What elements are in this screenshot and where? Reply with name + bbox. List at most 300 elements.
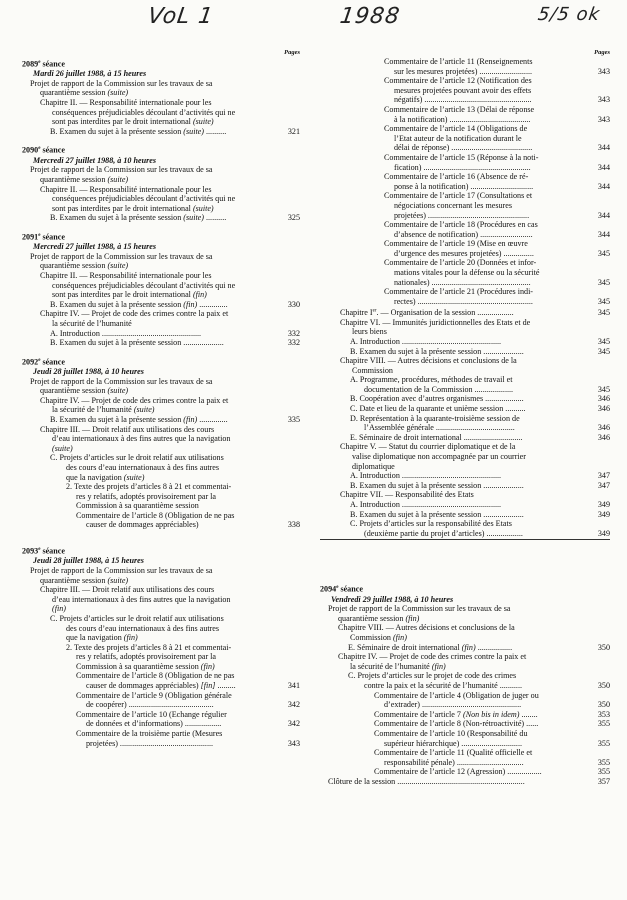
toc-entry-text: 2. Texte des projets d’articles 8 à 21 et commentai- <box>66 642 232 652</box>
toc-entry-text: Commentaire de l’article 16 (Absence de ré- <box>384 172 529 182</box>
toc-line <box>320 633 610 643</box>
toc-entry-text: Commentaire de l’article 21 (Procédures indi- <box>384 287 534 297</box>
toc-line <box>320 404 610 414</box>
toc-page-number: 345 <box>597 296 610 306</box>
toc-entry-text: B. Examen du sujet à la présente session .................... <box>50 338 224 348</box>
toc-entry-text: de données et d’informations) .................. <box>86 719 222 729</box>
toc-entry-text: C. Projets d’articles sur le projet de code des crimes <box>348 671 517 681</box>
toc-line <box>320 95 610 105</box>
toc-entry-text: Commentaire de l’article 8 (Obligation de ne pas <box>76 671 235 681</box>
toc-line <box>22 729 300 739</box>
toc-entry-text: Chapitre III. — Droit relatif aux utilisations des cours <box>40 585 215 595</box>
toc-line <box>22 681 300 691</box>
toc-entry-text: d’absence de notification) .......................... <box>394 229 533 239</box>
toc-line <box>320 124 610 134</box>
toc-entry-text: Commentaire de l’article 17 (Consultations et <box>384 191 533 201</box>
toc-entry-text: quarantième session (suite) <box>40 88 129 98</box>
toc-page-number: 355 <box>597 757 610 767</box>
toc-entry-text: sur les mesures projetées) .......................... <box>394 66 533 76</box>
toc-line <box>320 748 610 758</box>
toc-page-number: 355 <box>597 767 610 777</box>
toc-line <box>320 691 610 701</box>
toc-line <box>320 462 610 472</box>
toc-entry-text: Chapitre IV. — Projet de code des crimes contre la paix et <box>40 309 229 319</box>
toc-entry-text: négatifs) ..................................................... <box>394 95 532 105</box>
toc-entry-text: Projet de rapport de la Commission sur les travaux de sa <box>30 165 213 175</box>
toc-line <box>320 700 610 710</box>
toc-entry-text: la sécurité de l’humanité (fin) <box>350 661 446 671</box>
toc-line <box>320 519 610 529</box>
toc-entry-text: Chapitre IV. — Projet de code des crimes contre la paix et <box>40 395 229 405</box>
spacer <box>22 348 300 355</box>
toc-entry-text: Clôture de la session ............................................................... <box>328 776 525 786</box>
toc-line <box>22 444 300 454</box>
toc-entry-text: valise diplomatique non accompagnée par un courrier <box>352 452 526 462</box>
toc-line <box>320 777 610 787</box>
seance-heading: 2090e séance <box>22 146 65 156</box>
pages-header: Pages <box>594 49 610 56</box>
toc-entry-text: B. Coopération avec d’autres organismes ................... <box>350 394 524 404</box>
toc-entry-text: fication) ..................................................... <box>394 162 531 172</box>
toc-entry-text: contre la paix et la sécurité de l’humanité ........... <box>364 681 522 690</box>
toc-entry-text: projetées) .................................................. <box>394 210 530 220</box>
toc-entry-text: conséquences préjudiciables découlant d’activités qui ne <box>52 194 236 204</box>
toc-entry-text: C. Date et lieu de la quarante et unième session .......... <box>350 404 526 414</box>
toc-entry-text: supérieur hiérarchique) .............................. <box>384 738 523 748</box>
seance-heading: 2094e séance <box>320 585 363 595</box>
toc-page-number: 347 <box>597 480 610 490</box>
toc-entry-text: B. Examen du sujet à la présente session (suite) .......... <box>50 126 227 136</box>
toc-line <box>320 201 610 211</box>
toc-entry-text: Commentaire de la troisième partie (Mesures <box>76 729 223 739</box>
toc-entry-text: Commentaire de l’article 12 (Notification des <box>384 76 532 86</box>
toc-entry-text: causer de dommages appréciables) <box>86 520 199 530</box>
toc-page-number: 349 <box>597 528 610 538</box>
seance-date: Mercredi 27 juillet 1988, à 15 heures <box>33 242 156 252</box>
toc-entry-text: A. Programme, procédures, méthodes de travail et <box>350 375 513 385</box>
toc-entry-text: 2. Texte des projets d’articles 8 à 21 et commentai- <box>66 482 232 492</box>
toc-line <box>320 220 610 230</box>
toc-line <box>22 473 300 483</box>
toc-page-number: 345 <box>597 346 610 356</box>
toc-page-number: 330 <box>287 299 300 309</box>
toc-page-number: 349 <box>597 509 610 519</box>
toc-line <box>22 117 300 127</box>
toc-line <box>320 385 610 395</box>
toc-line <box>320 105 610 115</box>
toc-entry-text: A. Introduction ................................................. <box>350 336 502 346</box>
toc-line <box>22 425 300 435</box>
toc-entry-text: quarantième session (suite) <box>40 261 129 271</box>
toc-entry-text: négociations concernant les mesures <box>394 200 512 210</box>
toc-line <box>320 211 610 221</box>
toc-line <box>22 127 300 137</box>
toc-entry-text: Chapitre VIII. — Autres décisions et conclusions de la <box>338 623 515 633</box>
toc-page-number: 357 <box>597 776 610 786</box>
toc-line <box>22 175 300 185</box>
toc-entry-text: diplomatique <box>352 461 395 471</box>
toc-line <box>22 434 300 444</box>
toc-page-number: 344 <box>597 229 610 239</box>
toc-entry-text: mations vitales pour la défense ou la sécurité <box>394 268 540 278</box>
toc-line <box>320 67 610 77</box>
toc-page-number: 332 <box>287 338 300 348</box>
toc-line <box>22 595 300 605</box>
toc-entry-text: B. Examen du sujet à la présente session .................... <box>350 346 524 356</box>
toc-entry-text: sont pas interdites par le droit international (fin) <box>52 290 207 300</box>
toc-line <box>22 576 300 586</box>
toc-line <box>320 366 610 376</box>
toc-entry-text: de coopérer) .......................................... <box>86 700 214 710</box>
toc-line <box>320 153 610 163</box>
toc-page-number: 345 <box>597 248 610 258</box>
toc-entry-text: E. Séminaire de droit international (fin) ................. <box>348 642 513 652</box>
toc-line <box>22 261 300 271</box>
toc-line <box>320 394 610 404</box>
toc-line <box>22 309 300 319</box>
toc-line <box>22 662 300 672</box>
toc-line <box>22 520 300 530</box>
toc-line <box>320 710 610 720</box>
toc-entry-text: que la navigation (suite) <box>66 472 145 482</box>
toc-line <box>22 652 300 662</box>
toc-line <box>320 306 610 317</box>
toc-line <box>320 182 610 192</box>
toc-line <box>320 57 610 67</box>
toc-line <box>22 300 300 310</box>
toc-entry-text: Commission <box>352 365 393 375</box>
toc-entry-text: Commentaire de l’article 9 (Obligation générale <box>76 690 232 700</box>
spacer <box>320 554 610 568</box>
toc-line <box>320 719 610 729</box>
toc-line <box>320 423 610 433</box>
toc-line <box>22 604 300 614</box>
toc-entry-text: Commentaire de l’article 18 (Procédures en cas <box>384 220 538 230</box>
toc-entry-text: (fin) <box>52 604 66 614</box>
toc-line <box>22 271 300 281</box>
toc-entry-text: Commentaire de l’article 10 (Responsabilité du <box>374 728 528 738</box>
toc-entry-text: Projet de rapport de la Commission sur les travaux de sa <box>328 604 511 614</box>
toc-line <box>320 529 610 539</box>
toc-entry-text: sont pas interdites par le droit international (suite) <box>52 203 214 213</box>
toc-page-number: 355 <box>597 719 610 729</box>
toc-left-column <box>22 48 300 748</box>
toc-page-number: 343 <box>287 738 300 748</box>
spacer <box>22 136 300 143</box>
toc-line <box>22 396 300 406</box>
toc-entry-text: Commentaire de l’article 15 (Réponse à la noti- <box>384 152 539 162</box>
toc-entry-text: Commentaire de l’article 13 (Délai de réponse <box>384 104 535 114</box>
toc-line <box>22 633 300 643</box>
toc-entry-text: E. Séminaire de droit international ............................. <box>350 432 523 442</box>
toc-entry-text: Chapitre VI. — Immunités juridictionnelles des Etats et de <box>340 317 531 327</box>
toc-line <box>320 643 610 653</box>
toc-line <box>22 482 300 492</box>
toc-entry-text: Chapitre II. — Responsabilité internationale pour les <box>40 270 212 280</box>
toc-line <box>320 297 610 307</box>
toc-entry-text: conséquences préjudiciables découlant d’activités qui ne <box>52 107 236 117</box>
toc-line <box>22 643 300 653</box>
toc-line <box>320 414 610 424</box>
toc-line <box>22 79 300 89</box>
toc-line <box>320 375 610 385</box>
toc-line <box>22 377 300 387</box>
toc-entry-text: Projet de rapport de la Commission sur les travaux de sa <box>30 565 213 575</box>
toc-page-number: 345 <box>597 277 610 287</box>
toc-entry-text: Commentaire de l’article 10 (Echange régulier <box>76 709 227 719</box>
toc-line <box>320 510 610 520</box>
toc-entry-text: l’Assemblée générale ....................................... <box>364 423 515 433</box>
toc-line <box>320 662 610 672</box>
toc-entry-text: Commentaire de l’article 7 (Non bis in idem) ........ <box>374 709 538 719</box>
toc-page-number: 350 <box>597 642 610 652</box>
toc-line <box>320 191 610 201</box>
toc-line <box>320 442 610 452</box>
toc-line <box>22 252 300 262</box>
toc-line <box>320 143 610 153</box>
seance-date: Jeudi 28 juillet 1988, à 10 heures <box>33 366 144 376</box>
toc-entry-text: B. Examen du sujet à la présente session .................... <box>350 509 524 519</box>
toc-line <box>22 463 300 473</box>
toc-line <box>22 671 300 681</box>
toc-entry-text: A. Introduction ................................................. <box>50 328 202 338</box>
toc-line <box>22 213 300 223</box>
spacer <box>320 568 610 582</box>
toc-entry-text: Commission à sa quarantième session (fin) <box>76 661 215 671</box>
toc-entry-text: que la navigation (fin) <box>66 633 138 643</box>
toc-line <box>22 691 300 701</box>
toc-line <box>320 452 610 462</box>
toc-page-number: 345 <box>597 384 610 394</box>
toc-entry-text: B. Examen du sujet à la présente session (fin) .............. <box>50 414 228 424</box>
toc-line <box>320 337 610 347</box>
spacer <box>320 540 610 554</box>
toc-page-number: 347 <box>597 471 610 481</box>
toc-line <box>320 739 610 749</box>
toc-entry-text: mesures projetées pouvant avoir des effets <box>394 85 532 95</box>
toc-entry-text: (suite) <box>52 443 73 453</box>
toc-line <box>22 98 300 108</box>
toc-line <box>22 338 300 348</box>
handwritten-year-annotation: 1988 <box>338 4 402 29</box>
toc-page-number: 350 <box>597 700 610 710</box>
toc-line <box>22 386 300 396</box>
toc-line <box>22 624 300 634</box>
toc-entry-text: des cours d’eau internationaux à des fins autres <box>66 462 220 472</box>
toc-entry-text: d’urgence des mesures projetées) ............... <box>394 248 534 258</box>
toc-line <box>320 671 610 681</box>
toc-right-column <box>320 48 610 787</box>
toc-page-number: 338 <box>287 520 300 530</box>
toc-line <box>22 566 300 576</box>
toc-entry-text: la sécurité de l’humanité (suite) <box>52 405 155 415</box>
toc-entry-text: Commentaire de l’article 12 (Agression) ................. <box>374 767 542 777</box>
spacer <box>22 530 300 544</box>
toc-entry-text: conséquences préjudiciables découlant d’activités qui ne <box>52 280 236 290</box>
toc-entry-text: Chapitre VIII. — Autres décisions et conclusions de la <box>340 356 517 366</box>
toc-entry-text: Commentaire de l’article 14 (Obligations de <box>384 124 528 134</box>
toc-line <box>22 710 300 720</box>
toc-entry-text: Commentaire de l’article 8 (Obligation de ne pas <box>76 510 235 520</box>
toc-entry-text: Projet de rapport de la Commission sur les travaux de sa <box>30 376 213 386</box>
toc-entry-text: nationales) ................................................. <box>394 277 531 287</box>
toc-entry-text: sont pas interdites par le droit international (suite) <box>52 117 214 127</box>
toc-entry-text: quarantième session (suite) <box>40 575 129 585</box>
seance-date: Vendredi 29 juillet 1988, à 10 heures <box>331 594 454 604</box>
toc-line <box>22 492 300 502</box>
toc-entry-text: d’eau internationaux à des fins autres que la navigation <box>52 434 231 444</box>
toc-line <box>22 511 300 521</box>
toc-line <box>320 471 610 481</box>
toc-line <box>320 490 610 500</box>
toc-line <box>22 194 300 204</box>
toc-line <box>22 585 300 595</box>
toc-line <box>22 700 300 710</box>
toc-entry-text: C. Projets d’articles sur le droit relatif aux utilisations <box>50 613 224 623</box>
toc-page-number: 343 <box>597 95 610 105</box>
toc-entry-text: leurs biens <box>352 327 387 337</box>
toc-entry-text: projetées) .............................................. <box>86 738 214 748</box>
toc-entry-text: B. Examen du sujet à la présente session (fin) .............. <box>50 299 228 309</box>
toc-page-number: 346 <box>597 394 610 404</box>
toc-entry-text: res y relatifs, adoptés provisoirement par la <box>76 652 217 662</box>
toc-page-number: 349 <box>597 500 610 509</box>
toc-line <box>320 758 610 768</box>
toc-line <box>320 115 610 125</box>
toc-entry-text: Commentaire de l’article 20 (Données et infor- <box>384 258 537 268</box>
toc-line <box>320 278 610 288</box>
pages-header: Pages <box>284 49 300 56</box>
toc-page-number: 355 <box>597 738 610 748</box>
toc-page-number: 344 <box>597 210 610 220</box>
toc-line <box>22 501 300 511</box>
toc-page-number: 345 <box>597 336 610 346</box>
toc-entry-text: Commission (fin) <box>350 633 407 643</box>
seance-date: Jeudi 28 juillet 1988, à 15 heures <box>33 556 144 566</box>
toc-entry-text: délai de réponse) ........................................ <box>394 143 533 153</box>
toc-line <box>22 319 300 329</box>
toc-entry-text: quarantième session (suite) <box>40 386 129 396</box>
toc-entry-text: Chapitre II. — Responsabilité internationale pour les <box>40 184 212 194</box>
toc-line <box>320 767 610 777</box>
toc-line <box>320 729 610 739</box>
toc-entry-text: la sécurité de l’humanité <box>52 318 132 328</box>
toc-page-number: 353 <box>597 709 610 719</box>
toc-page-number: 346 <box>597 404 610 414</box>
toc-page-number: 344 <box>597 162 610 172</box>
toc-entry-text: Commentaire de l’article 8 (Non-rétroactivité) ...... <box>374 719 539 729</box>
toc-page-number: 350 <box>597 681 610 690</box>
toc-entry-text: quarantième session (suite) <box>40 174 129 184</box>
seance-heading: 2093e séance <box>22 546 65 556</box>
toc-line <box>320 327 610 337</box>
handwritten-corner-annotation: 5/5 ok <box>536 4 602 25</box>
toc-line <box>320 614 610 624</box>
toc-entry-text: Chapitre II. — Responsabilité internationale pour les <box>40 98 212 108</box>
toc-entry-text: (deuxième partie du projet d’articles) .................. <box>364 528 523 538</box>
toc-line <box>320 76 610 86</box>
toc-line <box>320 258 610 268</box>
toc-entry-text: l’Etat auteur de la notification durant le <box>394 133 522 143</box>
toc-entry-text: Commentaire de l’article 19 (Mise en œuvre <box>384 239 528 249</box>
toc-page-number: 343 <box>597 66 610 76</box>
handwritten-vol-annotation: VoL 1 <box>146 4 216 29</box>
toc-entry-text: C. Projets d’articles sur la responsabilité des Etats <box>350 519 512 529</box>
toc-page-number: 344 <box>597 143 610 153</box>
toc-page-number: 335 <box>287 414 300 424</box>
toc-line <box>320 433 610 443</box>
toc-line <box>22 204 300 214</box>
toc-entry-text: Projet de rapport de la Commission sur les travaux de sa <box>30 251 213 261</box>
toc-entry-text: B. Examen du sujet à la présente session .................... <box>350 480 524 490</box>
seance-date: Mercredi 27 juillet 1988, à 10 heures <box>33 155 156 165</box>
toc-line <box>320 287 610 297</box>
toc-line <box>320 239 610 249</box>
toc-entry-text: B. Examen du sujet à la présente session (suite) .......... <box>50 213 227 223</box>
toc-entry-text: documentation de la Commission ................... <box>364 384 514 394</box>
toc-page-number: 346 <box>597 423 610 433</box>
toc-line <box>22 165 300 175</box>
toc-page-number: 341 <box>287 681 300 691</box>
toc-entry-text: Commentaire de l’article 11 (Renseignements <box>384 57 533 66</box>
toc-entry-text: d’eau internationaux à des fins autres que la navigation <box>52 594 231 604</box>
seance-heading: 2089e séance <box>22 59 65 69</box>
toc-line <box>320 86 610 96</box>
toc-entry-text: Chapitre V. — Statut du courrier diplomatique et de la <box>340 442 516 452</box>
toc-line <box>320 652 610 662</box>
toc-entry-text: responsabilité pénale) ................................. <box>384 757 524 767</box>
toc-line <box>22 415 300 425</box>
toc-line <box>320 268 610 278</box>
toc-line <box>320 500 610 510</box>
toc-entry-text: quarantième session (fin) <box>338 613 420 623</box>
toc-entry-text: A. Introduction ................................................. <box>350 500 502 509</box>
seance-date: Mardi 26 juillet 1988, à 15 heures <box>33 69 147 79</box>
toc-entry-text: res y relatifs, adoptés provisoirement par la <box>76 491 217 501</box>
toc-line <box>22 185 300 195</box>
toc-line <box>320 134 610 144</box>
toc-entry-text: Commentaire de l’article 11 (Qualité officielle et <box>374 748 533 758</box>
toc-line <box>320 481 610 491</box>
toc-entry-text: à la notification) ........................................ <box>394 114 531 124</box>
toc-line <box>320 356 610 366</box>
toc-line <box>22 614 300 624</box>
toc-line <box>22 290 300 300</box>
toc-line <box>320 347 610 357</box>
toc-line <box>320 230 610 240</box>
toc-entry-text: des cours d’eau internationaux à des fins autres <box>66 623 220 633</box>
toc-line <box>320 604 610 614</box>
toc-page-number: 343 <box>597 114 610 124</box>
toc-page-number: 332 <box>287 328 300 338</box>
toc-entry-text: causer de dommages appréciables) [fin] ......... <box>86 681 236 691</box>
toc-line <box>22 329 300 339</box>
toc-line <box>320 172 610 182</box>
toc-line <box>320 623 610 633</box>
toc-entry-text: Projet de rapport de la Commission sur les travaux de sa <box>30 78 213 88</box>
toc-page-number: 344 <box>597 181 610 191</box>
toc-entry-text: A. Introduction ................................................. <box>350 471 502 481</box>
toc-line <box>320 249 610 259</box>
toc-line <box>22 281 300 291</box>
toc-line <box>22 108 300 118</box>
seance-heading: 2092e séance <box>22 357 65 367</box>
toc-entry-text: Chapitre IV. — Projet de code des crimes contre la paix et <box>338 652 527 662</box>
toc-line <box>320 163 610 173</box>
toc-entry-text: Chapitre VII. — Responsabilité des Etats <box>340 490 474 500</box>
toc-line <box>22 739 300 749</box>
toc-page-number: 346 <box>597 432 610 442</box>
